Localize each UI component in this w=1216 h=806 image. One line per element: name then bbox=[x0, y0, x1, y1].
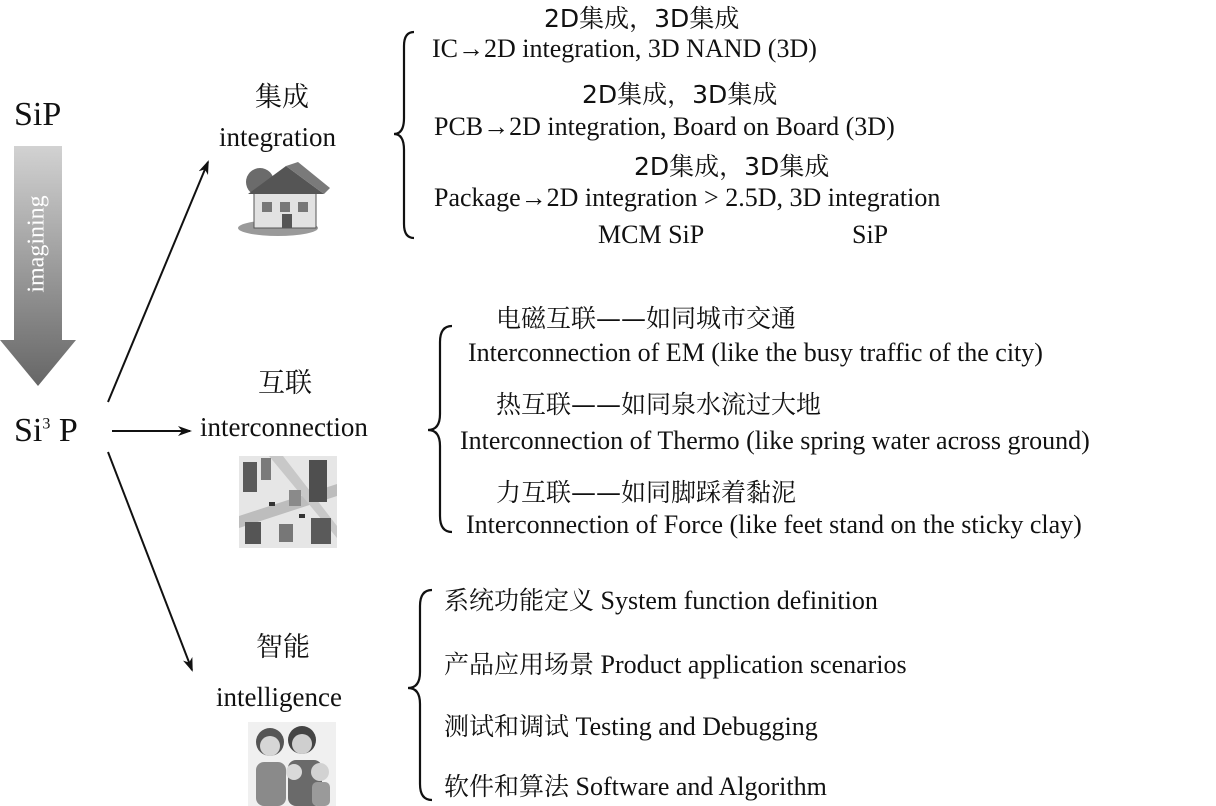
intelligence-item-2-cn: 产品应用场景 bbox=[444, 650, 595, 679]
brace-interconnection bbox=[428, 326, 452, 532]
intelligence-item-4-cn: 软件和算法 bbox=[444, 772, 570, 801]
intelligence-item-2 bbox=[444, 652, 907, 678]
integration-item-1-en: IC→2D integration, 3D NAND (3D) bbox=[432, 34, 817, 63]
intelligence-cn-title: 智能 bbox=[256, 632, 310, 663]
arrow-to-integration bbox=[108, 162, 208, 402]
intelligence-item-1 bbox=[444, 588, 878, 614]
interconnection-item-3-cn: 力互联——如同脚踩着黏泥 bbox=[496, 478, 797, 507]
integration-item-1-cn: 2D集成，3D集成 bbox=[544, 4, 740, 33]
intelligence-item-3-cn: 测试和调试 bbox=[444, 712, 570, 741]
interconnection-item-2-cn: 热互联——如同泉水流过大地 bbox=[496, 390, 822, 419]
house-icon bbox=[238, 162, 330, 236]
intelligence-en-title: intelligence bbox=[216, 682, 342, 712]
integration-en-title: integration bbox=[219, 122, 336, 152]
intelligence-item-3-en: Testing and Debugging bbox=[575, 712, 818, 741]
integration-item-2-cn: 2D集成，3D集成 bbox=[582, 80, 778, 109]
brace-integration bbox=[394, 32, 414, 238]
integration-item-2-en: PCB→2D integration, Board on Board (3D) bbox=[434, 112, 895, 141]
integration-sub-sip: SiP bbox=[852, 220, 889, 249]
integration-item-3-en: Package→2D integration > 2.5D, 3D integration bbox=[434, 183, 941, 212]
interconnection-cn-title: 互联 bbox=[258, 368, 312, 399]
sip-label: SiP bbox=[14, 96, 62, 133]
brace-intelligence bbox=[408, 590, 432, 800]
intelligence-item-2-en: Product application scenarios bbox=[600, 650, 907, 679]
si3p-label bbox=[14, 414, 78, 448]
intelligence-item-1-en: System function definition bbox=[600, 586, 878, 615]
integration-cn-title: 集成 bbox=[255, 82, 309, 113]
interconnection-en-title: interconnection bbox=[200, 412, 368, 442]
intelligence-item-1-cn: 系统功能定义 bbox=[444, 586, 595, 615]
intelligence-item-3 bbox=[444, 714, 818, 740]
si3p-suffix: P bbox=[50, 412, 78, 449]
interconnection-item-1-cn: 电磁互联——如同城市交通 bbox=[496, 304, 797, 333]
interconnection-item-2-en: Interconnection of Thermo (like spring water across ground) bbox=[460, 426, 1090, 455]
integration-item-3-cn: 2D集成，3D集成 bbox=[634, 152, 830, 181]
interconnection-item-1-en: Interconnection of EM (like the busy traffic of the city) bbox=[468, 338, 1043, 367]
intelligence-item-4 bbox=[444, 774, 827, 800]
imagining-label: imagining bbox=[23, 195, 50, 293]
interconnection-item-3-en: Interconnection of Force (like feet stand on the sticky clay) bbox=[466, 510, 1082, 539]
intelligence-item-4-en: Software and Algorithm bbox=[575, 772, 827, 801]
integration-sub-mcm-sip: MCM SiP bbox=[598, 220, 705, 249]
si3p-prefix: Si bbox=[14, 412, 43, 449]
city-icon bbox=[239, 456, 337, 548]
si3p-superscript: 3 bbox=[42, 415, 51, 433]
family-icon bbox=[248, 722, 336, 806]
arrow-to-intelligence bbox=[108, 452, 192, 670]
